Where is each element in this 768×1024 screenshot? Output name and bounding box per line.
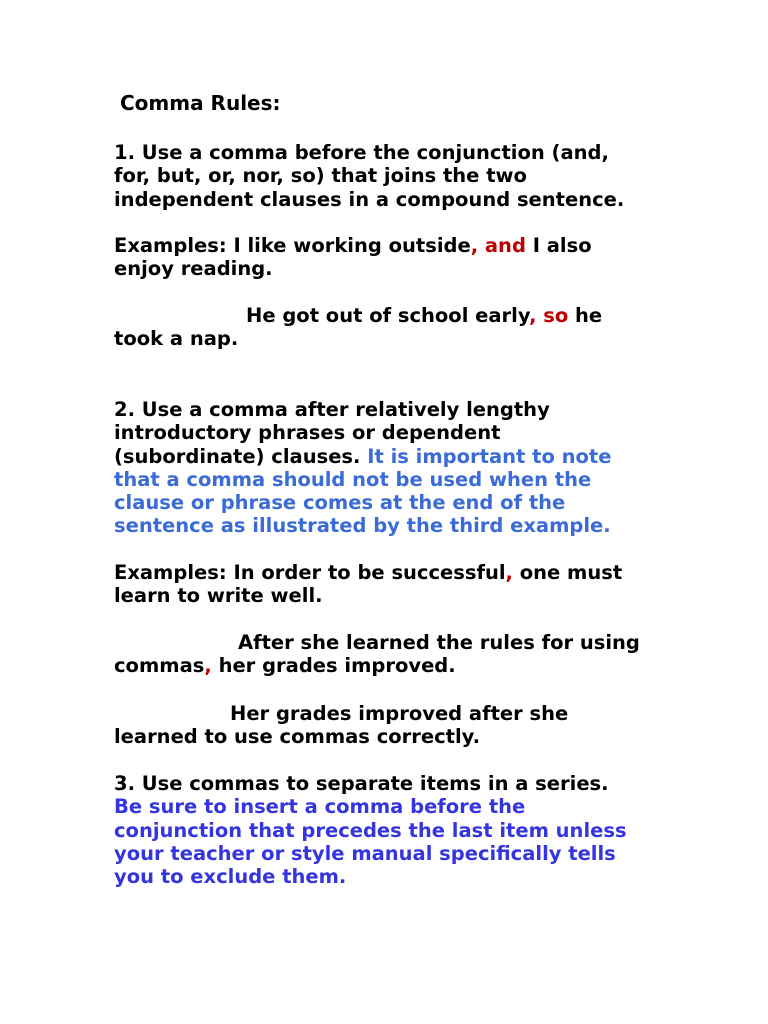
rule-1-line-2: for, but, or, nor, so) that joins the two [114, 164, 527, 188]
rule-2-line-2: introductory phrases or dependent [114, 421, 501, 445]
rule-2-note: that a comma should not be used when the [114, 467, 592, 491]
example-text: Examples: In order to be successful [114, 561, 506, 584]
example-text: enjoy reading. [114, 257, 273, 281]
rule-2-line-3: (subordinate) clauses. [114, 444, 368, 468]
rule-2-note: clause or phrase comes at the end of the [114, 491, 566, 515]
rule-2-example-1 [114, 561, 674, 608]
rule-3-note: you to exclude them. [114, 865, 347, 889]
example-text: Examples: I like working outside [114, 234, 471, 257]
example-text: After she learned the rules for using [238, 631, 640, 654]
rule-2-line-1: 2. Use a comma after relatively lengthy [114, 398, 550, 421]
example-text: one must [512, 561, 623, 584]
example-text: he [568, 304, 603, 327]
example-text: took a nap. [114, 327, 239, 351]
rule-3-note: conjunction that precedes the last item unless [114, 818, 627, 842]
rule-1-example-1 [114, 234, 674, 281]
rule-3-note: your teacher or style manual specifically tells [114, 841, 616, 865]
rule-1-text [114, 141, 674, 211]
rule-3-line-1: 3. Use commas to separate items in a series. [114, 772, 609, 795]
page-title: Comma Rules: [120, 91, 281, 115]
comma-highlight: , so [529, 304, 569, 327]
example-text: commas [114, 654, 205, 678]
comma-highlight: , [204, 654, 212, 678]
example-text: I also [525, 234, 592, 257]
comma-highlight: , [505, 561, 513, 584]
rule-1-example-2 [114, 304, 674, 351]
rule-3-text [114, 772, 674, 888]
rule-2-note: sentence as illustrated by the third example. [114, 514, 611, 538]
rule-2-text [114, 398, 674, 538]
rule-2-example-3 [114, 702, 674, 749]
comma-highlight: , and [470, 234, 526, 257]
rule-3-note: Be sure to insert a comma before the [114, 795, 526, 819]
example-text: learn to write well. [114, 584, 323, 608]
rule-1-line-3: independent clauses in a compound sentence. [114, 187, 625, 211]
example-text: Her grades improved after she [230, 702, 569, 725]
rule-1-line-1: 1. Use a comma before the conjunction (and, [114, 141, 609, 164]
example-text: He got out of school early [246, 304, 530, 327]
rule-2-note: It is important to note [367, 444, 612, 468]
example-text: learned to use commas correctly. [114, 725, 481, 749]
example-text: her grades improved. [211, 654, 456, 678]
rule-2-example-2 [114, 631, 674, 678]
